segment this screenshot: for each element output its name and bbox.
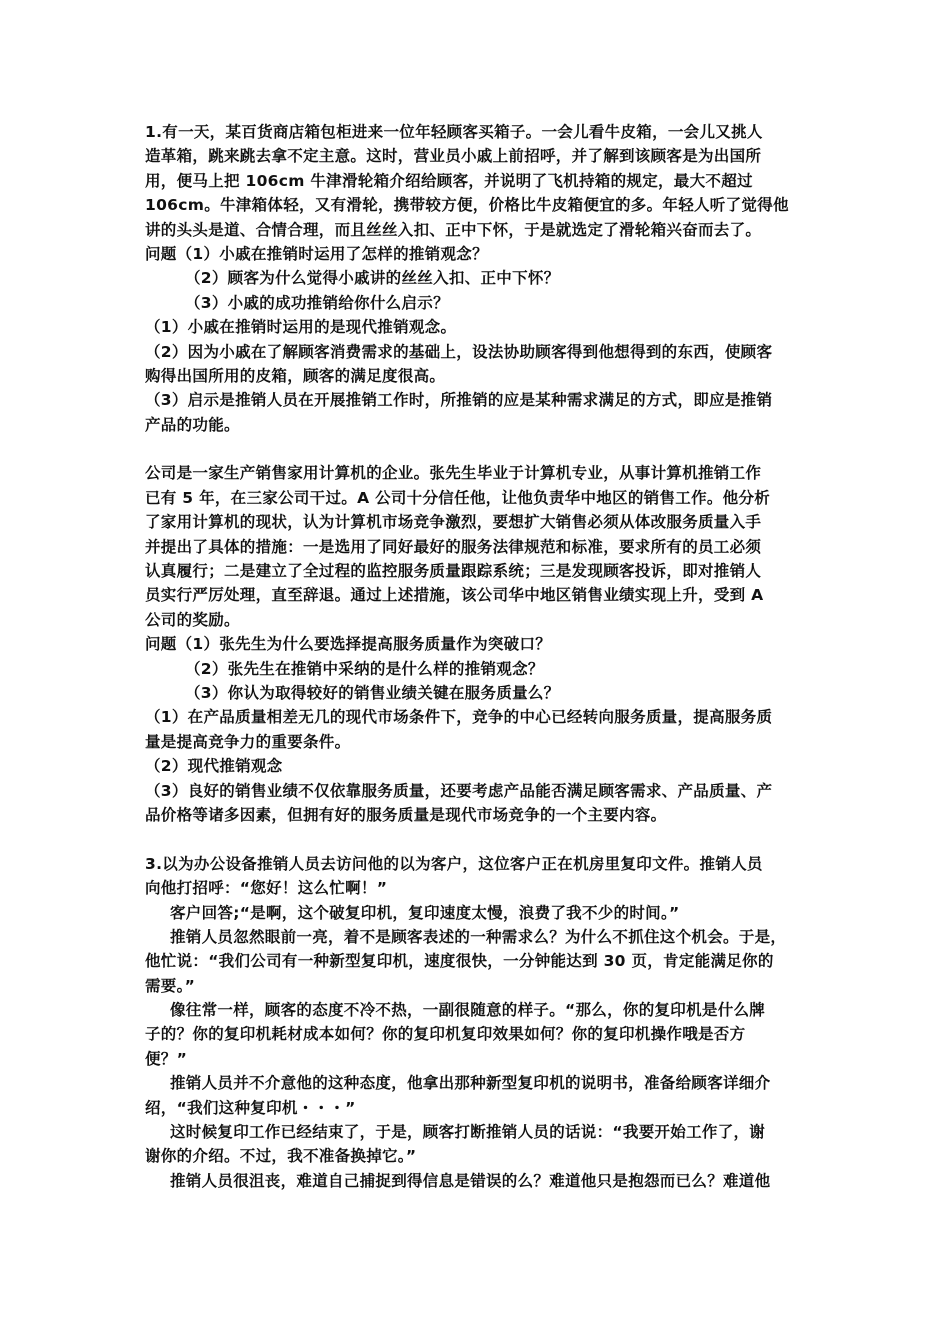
question-line: 问题（1）张先生为什么要选择提高服务质量作为突破口？ xyxy=(145,635,552,654)
text-line: 1.有一天，某百货商店箱包柜进来一位年轻顾客买箱子。一会儿看牛皮箱，一会儿又挑人 xyxy=(145,123,763,141)
answer-line: 品价格等诸多因素，但拥有好的服务质量是现代市场竞争的一个主要内容。 xyxy=(145,805,667,824)
text-line: 认真履行；二是建立了全过程的监控服务质量跟踪系统；三是发现顾客投诉，即对推销人 xyxy=(145,562,762,581)
text-line: 子的？你的复印机耗材成本如何？你的复印机复印效果如何？你的复印机操作哦是否方 xyxy=(145,1025,746,1044)
text-line: 绍，“我们这种复印机・・・” xyxy=(145,1098,356,1117)
question-line: 问题（1）小戚在推销时运用了怎样的推销观念？ xyxy=(145,244,488,263)
case-1-paragraph xyxy=(145,120,815,242)
text-line: 造革箱，跳来跳去拿不定主意。这时，营业员小戚上前招呼，并了解到该顾客是为出国所 xyxy=(145,147,762,166)
spacer xyxy=(145,437,815,461)
text-line: 用，便马上把 106cm 牛津滑轮箱介绍给顾客，并说明了飞机持箱的规定，最大不超过 xyxy=(145,171,753,190)
text-line: 公司的奖励。 xyxy=(145,610,240,629)
question-line: （2）张先生在推销中采纳的是什么样的推销观念？ xyxy=(185,659,544,678)
text-line: 客户回答;“是啊，这个破复印机，复印速度太慢，浪费了我不少的时间。” xyxy=(170,903,680,922)
text-line: 推销人员很沮丧，难道自己捕捉到得信息是错误的么？难道他只是抱怨而已么？难道他 xyxy=(170,1171,771,1190)
text-line: 推销人员并不介意他的这种态度，他拿出那种新型复印机的说明书，准备给顾客详细介 xyxy=(170,1074,771,1093)
text-line: 3.以为办公设备推销人员去访问他的以为客户，这位客户正在机房里复印文件。推销人员 xyxy=(145,854,763,873)
answer-line: 购得出国所用的皮箱，顾客的满足度很高。 xyxy=(145,366,446,385)
text-line: 谢你的介绍。不过，我不准备换掉它。” xyxy=(145,1147,417,1166)
case-1-answers xyxy=(145,315,815,437)
text-line: 员实行严厉处理，直至辞退。通过上述措施，该公司华中地区销售业绩实现上升，受到 A xyxy=(145,586,764,605)
text-line: 这时候复印工作已经结束了，于是，顾客打断推销人员的话说：“我要开始工作了，谢 xyxy=(170,1123,766,1142)
answer-line: （1）在产品质量相差无几的现代市场条件下，竞争的中心已经转向服务质量，提高服务质 xyxy=(145,708,773,727)
case-1-questions xyxy=(145,242,815,315)
text-line: 106cm。牛津箱体轻，又有滑轮，携带较方便，价格比牛皮箱便宜的多。年轻人听了觉得他 xyxy=(145,196,789,215)
answer-line: 量是提高竞争力的重要条件。 xyxy=(145,732,351,751)
case-2-questions xyxy=(145,632,815,705)
case-2-answers xyxy=(145,705,815,827)
case-2-paragraph xyxy=(145,461,815,632)
text-line: 他忙说：“我们公司有一种新型复印机，速度很快，一分钟能达到 30 页，肯定能满足你的 xyxy=(145,952,774,971)
text-line: 便？” xyxy=(145,1049,188,1068)
text-line: 了家用计算机的现状，认为计算机市场竞争激烈，要想扩大销售必须从体改服务质量入手 xyxy=(145,513,762,532)
text-line: 推销人员忽然眼前一亮，着不是顾客表述的一种需求么？为什么不抓住这个机会。于是， xyxy=(170,927,787,946)
answer-line: （1）小戚在推销时运用的是现代推销观念。 xyxy=(145,318,457,337)
text-line: 像往常一样，顾客的态度不冷不热，一副很随意的样子。“那么，你的复印机是什么牌 xyxy=(170,1001,766,1020)
text-line: 向他打招呼：“您好！这么忙啊！” xyxy=(145,879,388,898)
document-page xyxy=(145,120,815,1193)
case-3-text xyxy=(145,852,815,1193)
question-line: （2）顾客为什么觉得小戚讲的丝丝入扣、正中下怀？ xyxy=(185,269,560,288)
question-line: （3）你认为取得较好的销售业绩关键在服务质量么？ xyxy=(185,683,560,702)
question-line: （3）小戚的成功推销给你什么启示？ xyxy=(185,293,449,312)
answer-line: （2）现代推销观念 xyxy=(145,757,283,776)
text-line: 已有 5 年，在三家公司干过。A 公司十分信任他，让他负责华中地区的销售工作。他分析 xyxy=(145,488,771,507)
text-line: 并提出了具体的措施：一是选用了同好最好的服务法律规范和标准，要求所有的员工必须 xyxy=(145,537,762,556)
answer-line: （2）因为小戚在了解顾客消费需求的基础上，设法协助顾客得到他想得到的东西，使顾客 xyxy=(145,342,773,361)
answer-line: （3）良好的销售业绩不仅依靠服务质量，还要考虑产品能否满足顾客需求、产品质量、产 xyxy=(145,781,773,800)
answer-line: 产品的功能。 xyxy=(145,415,240,434)
spacer xyxy=(145,827,815,851)
text-line: 讲的头头是道、合情合理，而且丝丝入扣、正中下怀，于是就选定了滑轮箱兴奋而去了。 xyxy=(145,220,762,239)
text-line: 公司是一家生产销售家用计算机的企业。张先生毕业于计算机专业，从事计算机推销工作 xyxy=(145,464,762,483)
text-line: 需要。” xyxy=(145,976,196,995)
answer-line: （3）启示是推销人员在开展推销工作时，所推销的应是某种需求满足的方式，即应是推销 xyxy=(145,391,773,410)
